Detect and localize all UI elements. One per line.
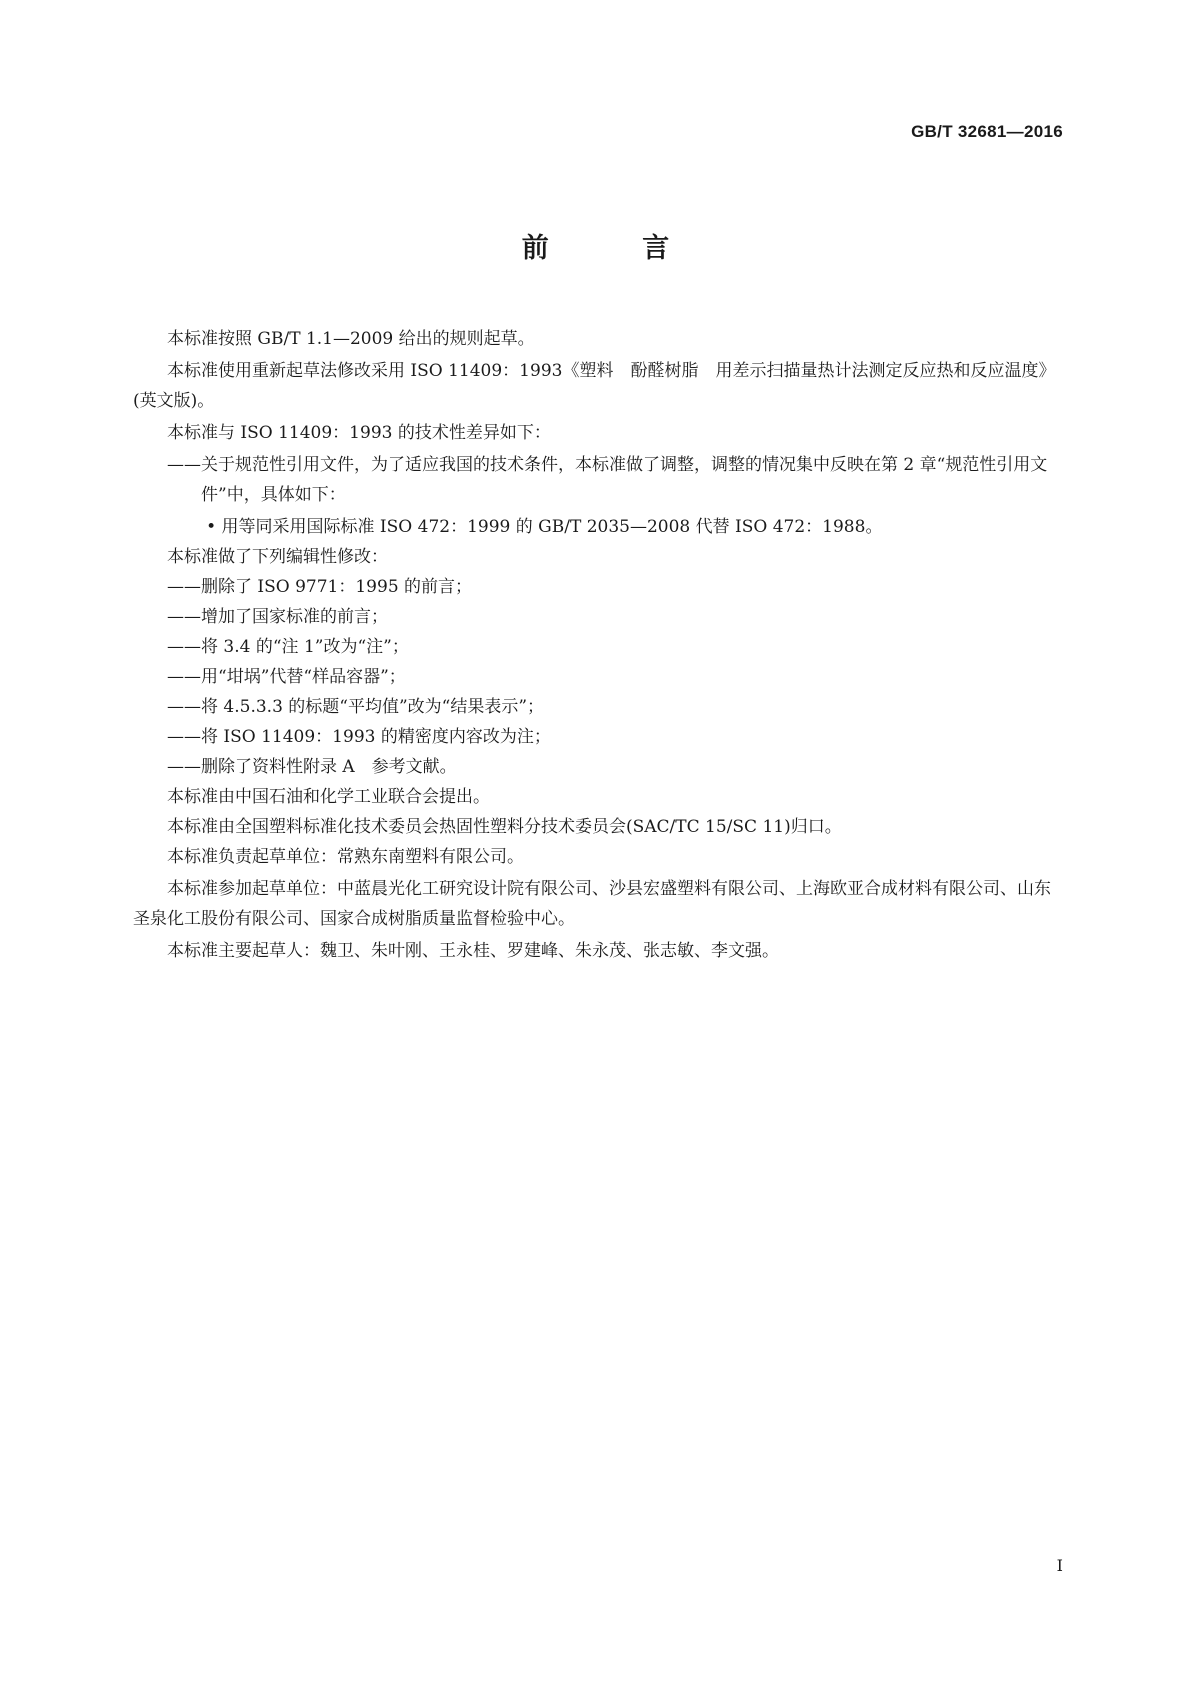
- list-item-normative-references: ——关于规范性引用文件，为了适应我国的技术条件，本标准做了调整，调整的情况集中反映在第 2 章“规范性引用文件”中，具体如下：: [167, 455, 1048, 505]
- list-item-edit-6: ——将 ISO 11409：1993 的精密度内容改为注；: [167, 727, 551, 747]
- paragraph-participating-drafters: 本标准参加起草单位：中蓝晨光化工研究设计院有限公司、沙县宏盛塑料有限公司、上海欧亚合成材料有限公司、山东圣泉化工股份有限公司、国家合成树脂质量监督检验中心。: [133, 879, 1051, 929]
- paragraph-technical-differences: 本标准与 ISO 11409：1993 的技术性差异如下：: [167, 423, 551, 443]
- paragraph-editorial-changes: 本标准做了下列编辑性修改：: [167, 547, 388, 567]
- list-item-edit-2: ——增加了国家标准的前言；: [167, 607, 388, 627]
- paragraph-drafting-rules: 本标准按照 GB/T 1.1—2009 给出的规则起草。: [167, 329, 535, 349]
- paragraph-main-drafters: 本标准主要起草人：魏卫、朱叶刚、王永桂、罗建峰、朱永茂、张志敏、李文强。: [167, 941, 779, 961]
- standard-code: GB/T 32681—2016: [911, 122, 1063, 141]
- paragraph-adoption: 本标准使用重新起草法修改采用 ISO 11409：1993《塑料 酚醛树脂 用差示扫描量热计法测定反应热和反应温度》(英文版)。: [133, 361, 1056, 411]
- list-item-edit-1: ——删除了 ISO 9771：1995 的前言；: [167, 577, 473, 597]
- paragraph-under-jurisdiction: 本标准由全国塑料标准化技术委员会热固性塑料分技术委员会(SAC/TC 15/SC 11)归口。: [167, 817, 842, 837]
- bullet-item-iso472: • 用等同采用国际标准 ISO 472：1999 的 GB/T 2035—2008 代替 ISO 472：1988。: [206, 517, 883, 537]
- list-item-edit-4: ——用“坩埚”代替“样品容器”；: [167, 667, 406, 687]
- page-title: 前 言: [521, 233, 712, 264]
- paragraph-responsible-drafter: 本标准负责起草单位：常熟东南塑料有限公司。: [167, 847, 524, 867]
- list-item-edit-7: ——删除了资料性附录 A 参考文献。: [167, 757, 457, 777]
- list-item-edit-3: ——将 3.4 的“注 1”改为“注”；: [167, 637, 409, 657]
- paragraph-proposed-by: 本标准由中国石油和化学工业联合会提出。: [167, 787, 490, 807]
- list-item-edit-5: ——将 4.5.3.3 的标题“平均值”改为“结果表示”；: [167, 697, 545, 717]
- foreword-body: [133, 326, 1063, 968]
- page-number: I: [1056, 1556, 1063, 1575]
